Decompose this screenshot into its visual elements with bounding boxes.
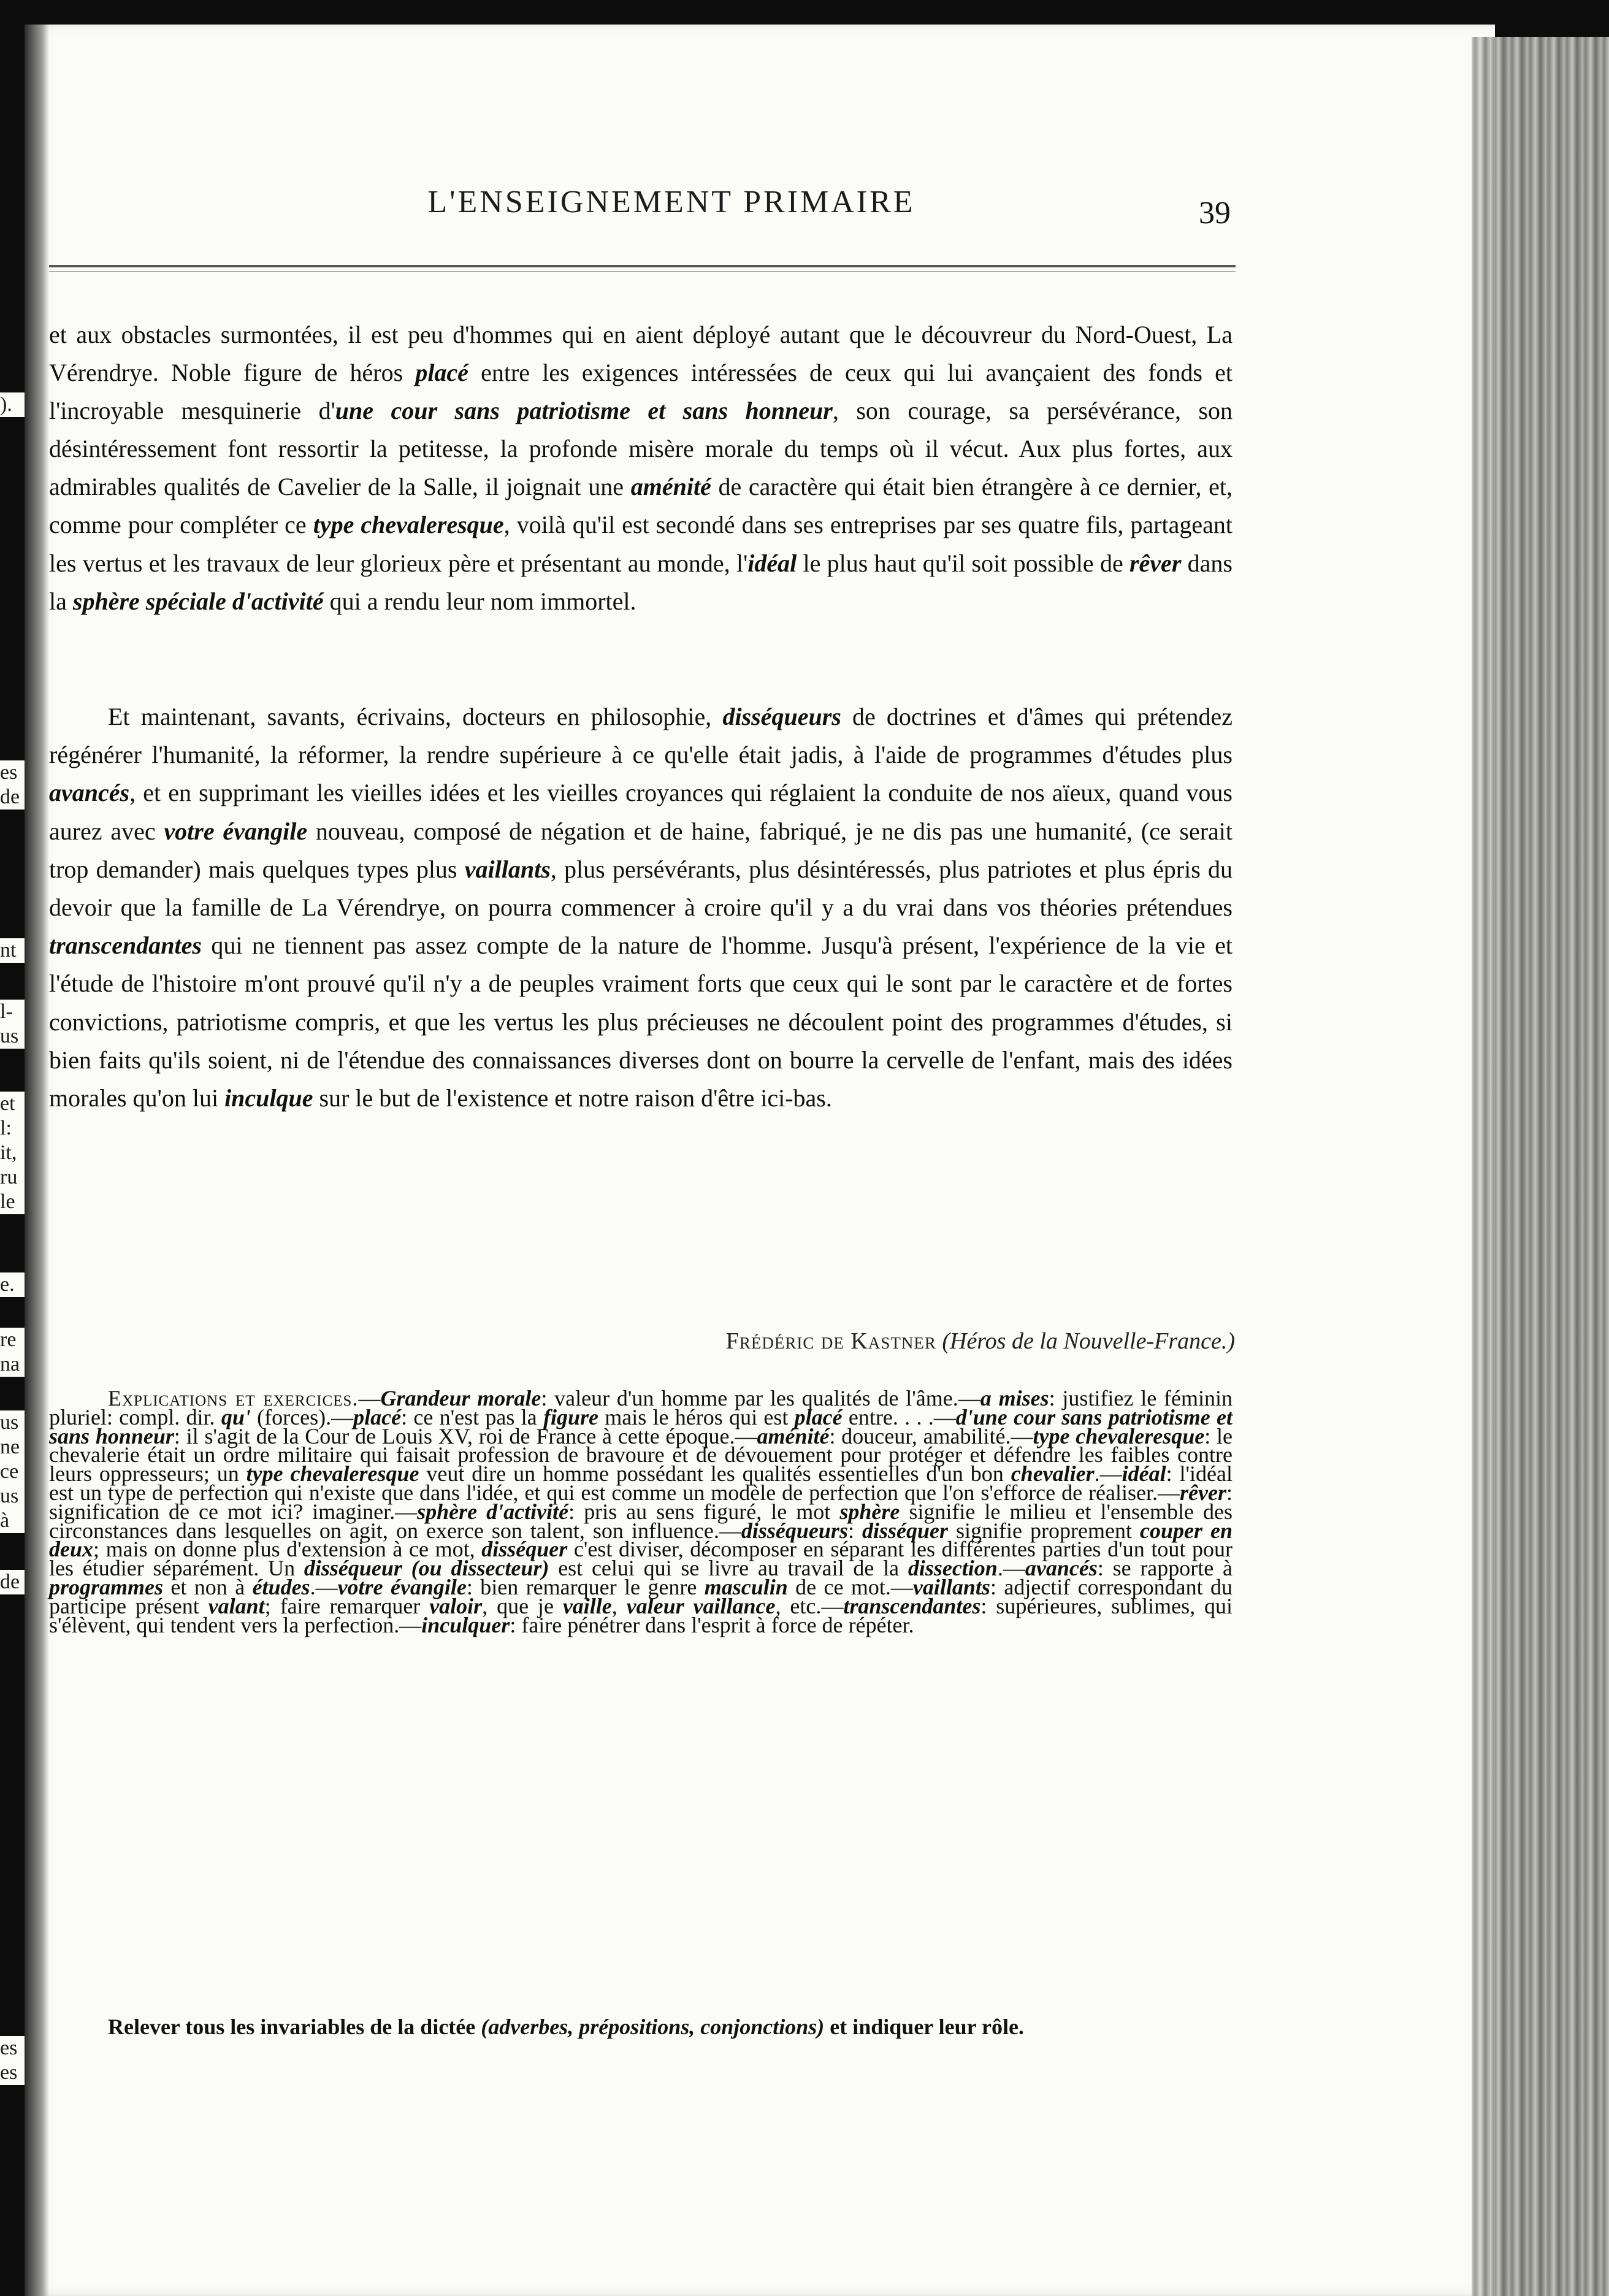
text-run: , et en supprimant les vieilles idées et les vieilles croyances qui réglaient la conduite de nos aïeux, quand vous aurez avec — [49, 779, 1233, 845]
exercise-text: Relever tous les invariables de la dictée — [108, 2015, 481, 2039]
text-run: .— — [997, 1556, 1025, 1581]
text-run: .— — [1094, 1461, 1122, 1487]
page-number: 39 — [1199, 196, 1231, 231]
emphasized-term: disséqueur (ou dissecteur) — [304, 1556, 549, 1581]
text-run: : — [847, 1518, 862, 1543]
emphasized-term: disséquer — [481, 1537, 568, 1562]
text-run: , que je — [482, 1593, 563, 1618]
emphasized-term: sphère — [839, 1499, 900, 1524]
text-run: le plus haut qu'il soit possible de — [797, 549, 1129, 577]
emphasized-term: idéal — [747, 549, 797, 577]
explications-text — [49, 1386, 1233, 1637]
text-run: ; mais on donne plus d'extension à ce mot, — [93, 1537, 482, 1562]
text-run: qui a rendu leur nom immortel. — [323, 587, 636, 615]
emphasized-term: études — [252, 1574, 310, 1599]
margin-fragment: de — [0, 1570, 25, 1594]
text-run: sur le but de l'existence et notre raison d'être ici-bas. — [313, 1084, 832, 1112]
text-run: entre les exigences intéressées de ceux qui lui avançaient des fonds et l'incroyable mesquinerie d' — [49, 359, 1233, 425]
text-run: : douceur, amabilité.— — [829, 1423, 1033, 1448]
emphasized-term: inculquer — [421, 1612, 510, 1637]
emphasized-term: sphère d'activité — [417, 1499, 569, 1524]
text-run: — — [358, 1386, 381, 1410]
emphasized-term: transcendantes — [843, 1593, 981, 1618]
text-run: , — [611, 1593, 627, 1618]
paragraph-2 — [49, 698, 1233, 1117]
margin-fragment: à — [0, 1509, 25, 1533]
emphasized-term: sphère spéciale d'activité — [72, 587, 324, 615]
margin-fragment: us — [0, 1024, 25, 1049]
emphasized-term: qu' — [221, 1404, 251, 1429]
emphasized-term: placé — [353, 1404, 402, 1429]
header-rule — [49, 265, 1236, 267]
text-run: : bien remarquer le genre — [466, 1574, 705, 1599]
text-run: : pris au sens figuré, le mot — [568, 1499, 840, 1524]
margin-fragment: le — [0, 1190, 25, 1214]
emphasized-term: a mises — [980, 1386, 1049, 1410]
emphasized-term: aménité — [630, 473, 711, 501]
emphasized-term: aménité — [757, 1423, 830, 1448]
text-run: : signification de ce mot ici? imaginer.— — [49, 1480, 1233, 1524]
emphasized-term: idéal — [1122, 1461, 1166, 1487]
margin-fragment: es — [0, 2036, 25, 2061]
text-run: signifie le milieu et l'ensemble des circonstances dans lesquelles on agit, on exerce son talent, son influence.— — [49, 1499, 1233, 1543]
emphasized-term: d'une cour sans patriotisme et sans honneur — [49, 1404, 1233, 1448]
text-run: : ce n'est pas la — [401, 1404, 543, 1429]
text-run: c'est diviser, décomposer en séparant les différentes parties d'un tout pour les étudier séparément. Un — [49, 1537, 1233, 1581]
emphasized-term: vaillants — [912, 1574, 990, 1599]
emphasized-term: valoir — [429, 1593, 483, 1618]
emphasized-term: chevalier — [1011, 1461, 1095, 1487]
emphasized-term: vaille — [562, 1593, 612, 1618]
emphasized-term: dissection — [908, 1556, 998, 1581]
emphasized-term: vaillants — [464, 855, 551, 883]
text-run: et non à — [163, 1574, 253, 1599]
text-run: signifie proprement — [947, 1518, 1140, 1543]
emphasized-term: Grandeur morale — [380, 1386, 541, 1410]
text-run: (forces).— — [250, 1404, 354, 1429]
emphasized-term: disséquer — [862, 1518, 948, 1543]
emphasized-term: type chevaleresque — [1033, 1423, 1205, 1448]
emphasized-term: une cour sans patriotisme et sans honneur — [335, 397, 833, 425]
emphasized-term: avancés — [49, 779, 130, 807]
text-run: , plus persévérants, plus désintéressés, plus patriotes et plus épris du devoir que la famille de La Vérendrye, on pourra commencer à croire qu'il y a du vrai dans vos théories prétendues — [49, 855, 1233, 922]
exercise-paragraph — [49, 2015, 1233, 2039]
text-run: : adjectif correspondant du participe présent — [49, 1574, 1233, 1618]
text-run: : se rapporte à — [1097, 1556, 1233, 1581]
exercise-parenthetical: (adverbes, prépositions, conjonctions) — [481, 2015, 825, 2039]
running-head: L'ENSEIGNEMENT PRIMAIRE — [427, 185, 915, 220]
signature-line — [726, 1328, 1235, 1355]
emphasized-term: masculin — [704, 1574, 788, 1599]
text-run: : faire pénétrer dans l'esprit à force de répéter. — [510, 1612, 914, 1637]
margin-fragment: e. — [0, 1272, 25, 1297]
text-run: veut dire un homme possédant les qualités essentielles d'un bon — [419, 1461, 1011, 1487]
margin-fragment: ce — [0, 1460, 25, 1484]
signature-author: Frédéric de Kastner — [725, 1328, 936, 1354]
text-run: , etc.— — [775, 1593, 844, 1618]
margin-fragment: et — [0, 1092, 25, 1116]
margin-fragment: ). — [0, 392, 25, 417]
text-run: : justifiez le féminin pluriel: compl. dir. — [49, 1386, 1233, 1429]
emphasized-term: disséqueurs — [722, 703, 841, 730]
emphasized-term: placé — [415, 359, 468, 387]
explications-lead: Explications et exercices. — [108, 1386, 359, 1410]
text-run: de doctrines et d'âmes qui prétendez régénérer l'humanité, la réformer, la rendre supérieure à ce qu'elle était jadis, à l'aide de programmes d'études plus — [49, 703, 1233, 769]
text-run: dans la — [49, 549, 1233, 615]
margin-fragment: ru — [0, 1165, 25, 1190]
text-run: de ce mot.— — [787, 1574, 913, 1599]
margin-fragment: de — [0, 785, 25, 809]
text-run: qui ne tiennent pas assez compte de la nature de l'homme. Jusqu'à présent, l'expérience de la vie et l'étude de l'histoire m'ont prouvé qu'il n'y a de peuples vraiment forts que ceux qui le sont par le caractère et de fortes convictions, patriotisme compris, et que les vertus les plus précieuses ne découlent point des programmes d'études, si bien faits qu'ils soient, ni de l'étendue des connaissances diverses dont on bourre la cervelle de l'enfant, mais des idées morales qu'on lui — [49, 932, 1233, 1112]
emphasized-term: valant — [208, 1593, 265, 1618]
emphasized-term: type chevaleresque — [246, 1461, 419, 1487]
text-run: Et maintenant, savants, écrivains, docteurs en philosophie, — [108, 703, 723, 730]
emphasized-term: disséqueurs — [741, 1518, 848, 1543]
text-run: , voilà qu'il est secondé dans ses entreprises par ses quatre fils, partageant les vertus et les travaux de leur glorieux père et présentant au monde, l' — [49, 511, 1233, 577]
text-run: : il s'agit de la Cour de Louis XV, roi de France à cette époque.— — [174, 1423, 757, 1448]
emphasized-term: transcendantes — [49, 932, 202, 960]
margin-fragment: es — [0, 760, 25, 785]
text-run: entre. . . .— — [842, 1404, 956, 1429]
margin-fragment: re — [0, 1328, 25, 1352]
emphasized-term: votre évangile — [337, 1574, 467, 1599]
emphasized-term: programmes — [49, 1574, 164, 1599]
text-run: : valeur d'un homme par les qualités de l'âme.— — [541, 1386, 980, 1410]
text-run: .— — [310, 1574, 338, 1599]
emphasized-term: avancés — [1025, 1556, 1098, 1581]
text-run: mais le héros qui est — [598, 1404, 795, 1429]
text-run: : l'idéal est un type de perfection qui n'existe que dans l'idée, et qui est comme un modèle de perfection que l'on s'efforce de réaliser.— — [49, 1461, 1233, 1505]
book-spine-shadow — [25, 25, 49, 2296]
margin-fragment: l- — [0, 1000, 25, 1024]
emphasized-term: placé — [794, 1404, 843, 1429]
text-run: et aux obstacles surmontées, il est peu d'hommes qui en aient déployé autant que le découvreur du Nord-Ouest, La Vérendrye. Noble figure de héros — [49, 321, 1233, 387]
margin-fragment: na — [0, 1352, 25, 1377]
emphasized-term: couper en deux — [49, 1518, 1233, 1562]
text-run: , son courage, sa persévérance, son désintéressement font ressortir la petitesse, la profonde misère morale du temps où il vécut. Aux plus fortes, aux admirables qualités de Cavelier de la Salle, il joignait une — [49, 397, 1233, 501]
margin-fragment: ne — [0, 1435, 25, 1460]
margin-fragment: us — [0, 1484, 25, 1509]
emphasized-term: type chevaleresque — [313, 511, 504, 539]
emphasized-term: valeur vaillance — [626, 1593, 776, 1618]
emphasized-term: inculque — [224, 1084, 313, 1112]
exercise-tail: et indiquer leur rôle. — [824, 2015, 1024, 2039]
margin-fragment: l: — [0, 1116, 25, 1141]
paragraph-1 — [49, 316, 1233, 621]
signature-source: (Héros de la Nouvelle-France.) — [942, 1328, 1235, 1354]
text-run: : le chevalerie était un ordre militaire qui faisait profession de bravoure et de dévouement pour protéger et défendre les faibles contre leurs oppresseurs; un — [49, 1423, 1233, 1487]
margin-fragment: it, — [0, 1141, 25, 1165]
header-rule-thin — [49, 271, 1236, 272]
margin-fragment: es — [0, 2061, 25, 2085]
emphasized-term: votre évangile — [164, 817, 308, 845]
text-run: est celui qui se livre au travail de la — [549, 1556, 908, 1581]
margin-fragment: nt — [0, 938, 25, 963]
text-run: ; faire remarquer — [264, 1593, 430, 1618]
explications-paragraph — [49, 1386, 1233, 1637]
margin-fragment: us — [0, 1410, 25, 1435]
emphasized-term: rêver — [1129, 549, 1182, 577]
page-stack-edge — [1472, 37, 1609, 2296]
emphasized-term: rêver — [1180, 1480, 1226, 1505]
emphasized-term: figure — [543, 1404, 598, 1429]
text-run: de caractère qui était bien étrangère à ce dernier, et, comme pour compléter ce — [49, 473, 1233, 539]
text-run: nouveau, composé de négation et de haine, fabriqué, je ne dis pas une humanité, (ce serait trop demander) mais quelques types plus — [49, 817, 1233, 883]
text-run: : supérieures, sublimes, qui s'élèvent, qui tendent vers la perfection.— — [49, 1593, 1233, 1637]
